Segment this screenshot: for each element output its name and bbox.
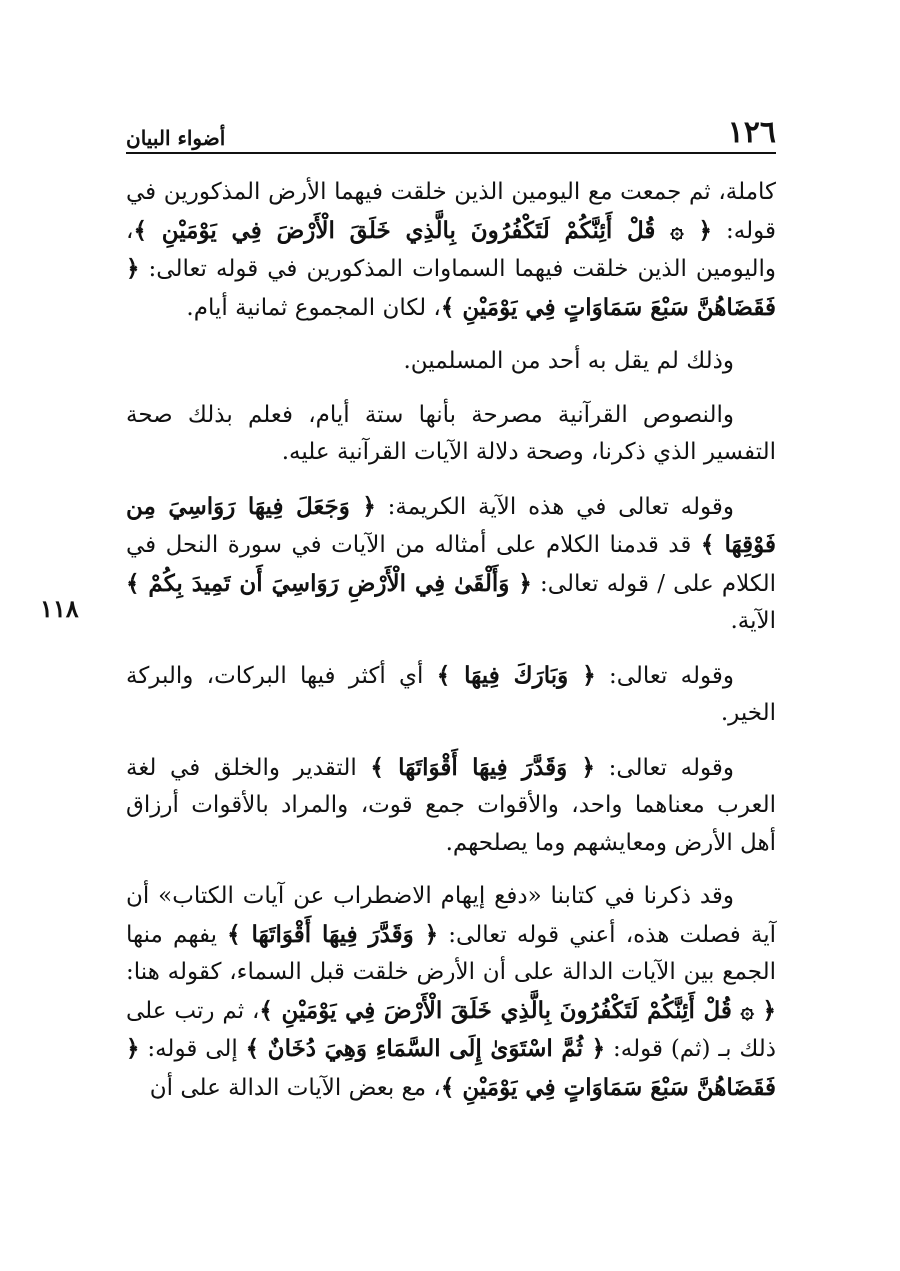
quran-quote: ﴿ ۞ قُلْ أَئِنَّكُمْ لَتَكْفُرُونَ بِالَّذِي خَلَقَ الْأَرْضَ فِي يَوْمَيْنِ ﴾ xyxy=(133,216,712,244)
paragraph-text: وذلك لم يقل به أحد من المسلمين. xyxy=(403,348,734,374)
paragraph-text: قد قدمنا الكلام على أمثاله من الآيات في سورة النحل في الكلام على / قوله تعالى: xyxy=(126,532,776,597)
page-header xyxy=(126,112,776,148)
header-divider xyxy=(126,152,776,154)
quran-quote: ﴿ وَبَارَكَ فِيهَا ﴾ xyxy=(436,661,596,689)
quran-quote: ﴿ فَقَضَاهُنَّ سَبْعَ سَمَاوَاتٍ فِي يَوْمَيْنِ ﴾ xyxy=(126,1035,776,1101)
page-number: ١٢٦ xyxy=(727,115,776,150)
book-title: أضواء البيان xyxy=(126,126,226,150)
paragraph xyxy=(126,878,776,1107)
quran-quote: ﴿ ۞ قُلْ أَئِنَّكُمْ لَتَكْفُرُونَ بِالَّذِي خَلَقَ الْأَرْضَ فِي يَوْمَيْنِ ﴾ xyxy=(259,996,776,1024)
paragraph-text: وقوله تعالى: xyxy=(595,662,734,689)
quran-quote: ﴿ وَأَلْقَىٰ فِي الْأَرْضِ رَوَاسِيَ أَن تَمِيدَ بِكُمْ ﴾ xyxy=(126,569,532,597)
paragraph-text: وقوله تعالى في هذه الآية الكريمة: xyxy=(375,493,734,520)
paragraph-text: وقوله تعالى: xyxy=(595,754,734,781)
paragraph xyxy=(126,174,776,327)
paragraph-text: أي أكثر فيها البركات، والبركة الخير. xyxy=(126,662,776,726)
paragraph xyxy=(126,657,776,733)
original-page-marker: ١١٨ xyxy=(40,594,79,623)
quran-quote: ﴿ فَقَضَاهُنَّ سَبْعَ سَمَاوَاتٍ فِي يَوْمَيْنِ ﴾ xyxy=(126,255,776,321)
paragraph xyxy=(126,343,776,381)
page-body xyxy=(126,174,776,1123)
paragraph-text: ، مع بعض الآيات الدالة على أن xyxy=(149,1074,441,1101)
paragraph-text: كاملة، ثم جمعت مع اليومين الذين خلقت فيهما الأرض المذكورين في قوله: xyxy=(126,179,777,244)
paragraph-text: التقدير والخلق في لغة العرب معناهما واحد، والأقوات جمع قوت، والمراد بالأقوات أرزاق أهل الأرض ومعايشهم وما يصلحهم. xyxy=(126,754,776,856)
quran-quote: ﴿ وَجَعَلَ فِيهَا رَوَاسِيَ مِن فَوْقِهَا ﴾ xyxy=(126,492,776,558)
quran-quote: ﴿ ثُمَّ اسْتَوَىٰ إِلَى السَّمَاءِ وَهِيَ دُخَانٌ ﴾ xyxy=(245,1035,606,1062)
quran-quote: ﴿ وَقَدَّرَ فِيهَا أَقْوَاتَهَا ﴾ xyxy=(370,753,595,781)
paragraph-text: وقد ذكرنا في كتابنا «دفع إيهام الاضطراب عن آيات الكتاب» أن آية فصلت هذه، أعني قوله تعالى: xyxy=(126,883,776,948)
paragraph xyxy=(126,488,776,641)
paragraph-text: يفهم منها الجمع بين الآيات الدالة على أن الأرض خلقت قبل السماء، كقوله هنا: xyxy=(126,921,776,985)
paragraph-text: ، لكان المجموع ثمانية أيام. xyxy=(186,294,441,321)
paragraph xyxy=(126,397,776,472)
paragraph xyxy=(126,749,776,863)
paragraph-text: ، واليومين الذين خلقت فيهما السماوات المذكورين في قوله تعالى: xyxy=(126,217,776,282)
quran-quote: ﴿ وَقَدَّرَ فِيهَا أَقْوَاتَهَا ﴾ xyxy=(227,920,439,948)
paragraph-text: ، ثم رتب على ذلك بـ (ثم) قوله: xyxy=(126,997,776,1062)
paragraph-text: الآية. xyxy=(730,608,776,634)
paragraph-text: إلى قوله: xyxy=(139,1036,246,1062)
paragraph-text: والنصوص القرآنية مصرحة بأنها ستة أيام، فعلم بذلك صحة التفسير الذي ذكرنا، وصحة دلالة الآيات القرآنية عليه. xyxy=(126,401,776,465)
